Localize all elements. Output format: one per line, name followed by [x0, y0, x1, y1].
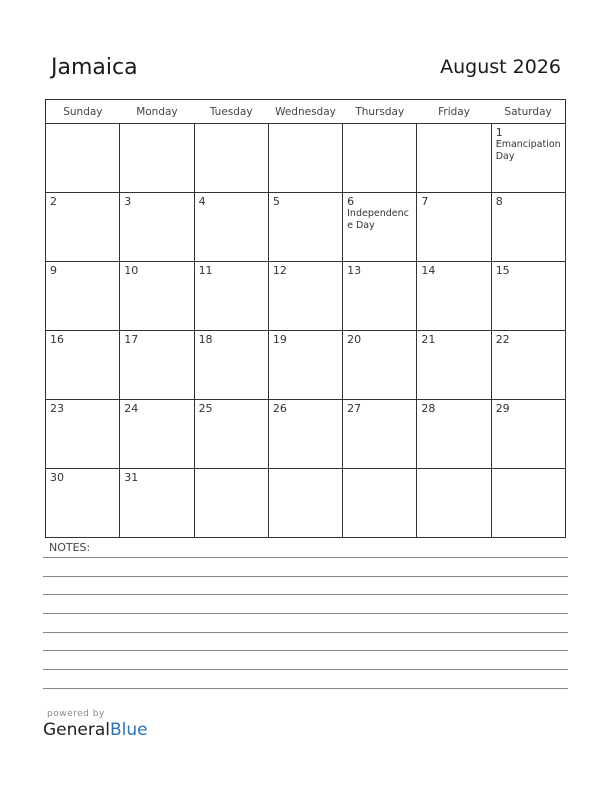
day-cell: [343, 124, 417, 193]
day-number: 10: [124, 264, 139, 277]
weekday-wednesday: Wednesday: [268, 100, 342, 124]
day-cell: [194, 400, 268, 469]
day-number: 6: [347, 195, 355, 208]
day-cell: [194, 262, 268, 331]
day-cell: [491, 193, 565, 262]
day-number: 12: [272, 264, 287, 277]
day-cell: [417, 262, 491, 331]
day-cell: [268, 331, 342, 400]
day-cell: [417, 400, 491, 469]
weekday-sunday: Sunday: [46, 100, 120, 124]
day-cell: [194, 331, 268, 400]
notes-line: [43, 669, 568, 670]
week-row: [46, 331, 566, 400]
day-number: 13: [347, 264, 362, 277]
day-cell: [417, 193, 491, 262]
day-cell: [46, 469, 120, 538]
week-row: [46, 469, 566, 538]
weekday-monday: Monday: [120, 100, 194, 124]
week-row: [46, 400, 566, 469]
day-cell: [268, 400, 342, 469]
day-cell: [46, 124, 120, 193]
powered-by-text: powered by: [47, 709, 105, 719]
day-cell: [268, 193, 342, 262]
day-cell: [491, 469, 565, 538]
month-title: August 2026: [440, 56, 561, 78]
day-number: 8: [495, 195, 503, 208]
notes-line: [43, 650, 568, 651]
day-number: 22: [495, 333, 510, 346]
day-cell: [194, 193, 268, 262]
day-number: 19: [272, 333, 287, 346]
day-number: 23: [50, 402, 64, 415]
day-number: 2: [50, 195, 57, 208]
day-number: 21: [421, 333, 436, 346]
day-cell: [491, 331, 565, 400]
day-number: 15: [495, 264, 510, 277]
day-number: 16: [50, 333, 64, 346]
day-number: 3: [124, 195, 132, 208]
day-cell: [268, 262, 342, 331]
day-cell: [417, 331, 491, 400]
day-cell: [120, 193, 194, 262]
weekday-tuesday: Tuesday: [194, 100, 268, 124]
brand-general: General: [43, 720, 110, 740]
day-cell: [343, 400, 417, 469]
day-number: 24: [124, 402, 139, 415]
day-number: 20: [347, 333, 362, 346]
notes-line: [43, 594, 568, 595]
weekday-header-row: [46, 100, 566, 124]
weekday-saturday: Saturday: [491, 100, 565, 124]
country-title: Jamaica: [51, 55, 138, 80]
notes-line: [43, 688, 568, 689]
notes-line: [43, 557, 568, 558]
day-number: 26: [272, 402, 287, 415]
day-cell: [417, 124, 491, 193]
day-number: 9: [50, 264, 57, 277]
day-number: 31: [124, 471, 139, 484]
day-number: 27: [347, 402, 362, 415]
day-cell: [343, 331, 417, 400]
day-cell: [120, 262, 194, 331]
brand-blue: Blue: [110, 720, 148, 740]
day-number: 25: [198, 402, 213, 415]
weekday-thursday: Thursday: [343, 100, 417, 124]
day-number: 7: [421, 195, 429, 208]
week-row: [46, 262, 566, 331]
notes-line: [43, 576, 568, 577]
notes-line: [43, 613, 568, 614]
day-cell: [46, 262, 120, 331]
day-cell: [343, 469, 417, 538]
day-number: 4: [198, 195, 206, 208]
day-cell: [194, 469, 268, 538]
day-number: 17: [124, 333, 139, 346]
week-row: [46, 193, 566, 262]
day-cell: [120, 469, 194, 538]
holiday-label: Emancipation Day: [495, 139, 561, 162]
holiday-label: Independence Day: [347, 208, 409, 231]
day-cell: [120, 331, 194, 400]
day-cell: [491, 262, 565, 331]
day-number: 30: [50, 471, 64, 484]
day-cell: [120, 124, 194, 193]
day-cell: [120, 400, 194, 469]
day-number: 28: [421, 402, 436, 415]
day-cell: [491, 124, 565, 193]
day-number: 18: [198, 333, 213, 346]
weekday-friday: Friday: [417, 100, 491, 124]
day-cell: [417, 469, 491, 538]
day-number: 1: [495, 126, 503, 139]
day-number: 5: [272, 195, 280, 208]
day-number: 14: [421, 264, 436, 277]
notes-line: [43, 632, 568, 633]
day-cell: [343, 193, 417, 262]
day-cell: [491, 400, 565, 469]
notes-label: NOTES:: [49, 541, 91, 554]
calendar-grid: [45, 99, 566, 538]
day-cell: [268, 124, 342, 193]
day-cell: [194, 124, 268, 193]
day-cell: [46, 400, 120, 469]
day-number: 29: [495, 402, 510, 415]
day-cell: [343, 262, 417, 331]
day-cell: [46, 193, 120, 262]
day-cell: [268, 469, 342, 538]
week-row: [46, 124, 566, 193]
brand-logo: [43, 720, 148, 740]
day-number: 11: [198, 264, 213, 277]
day-cell: [46, 331, 120, 400]
